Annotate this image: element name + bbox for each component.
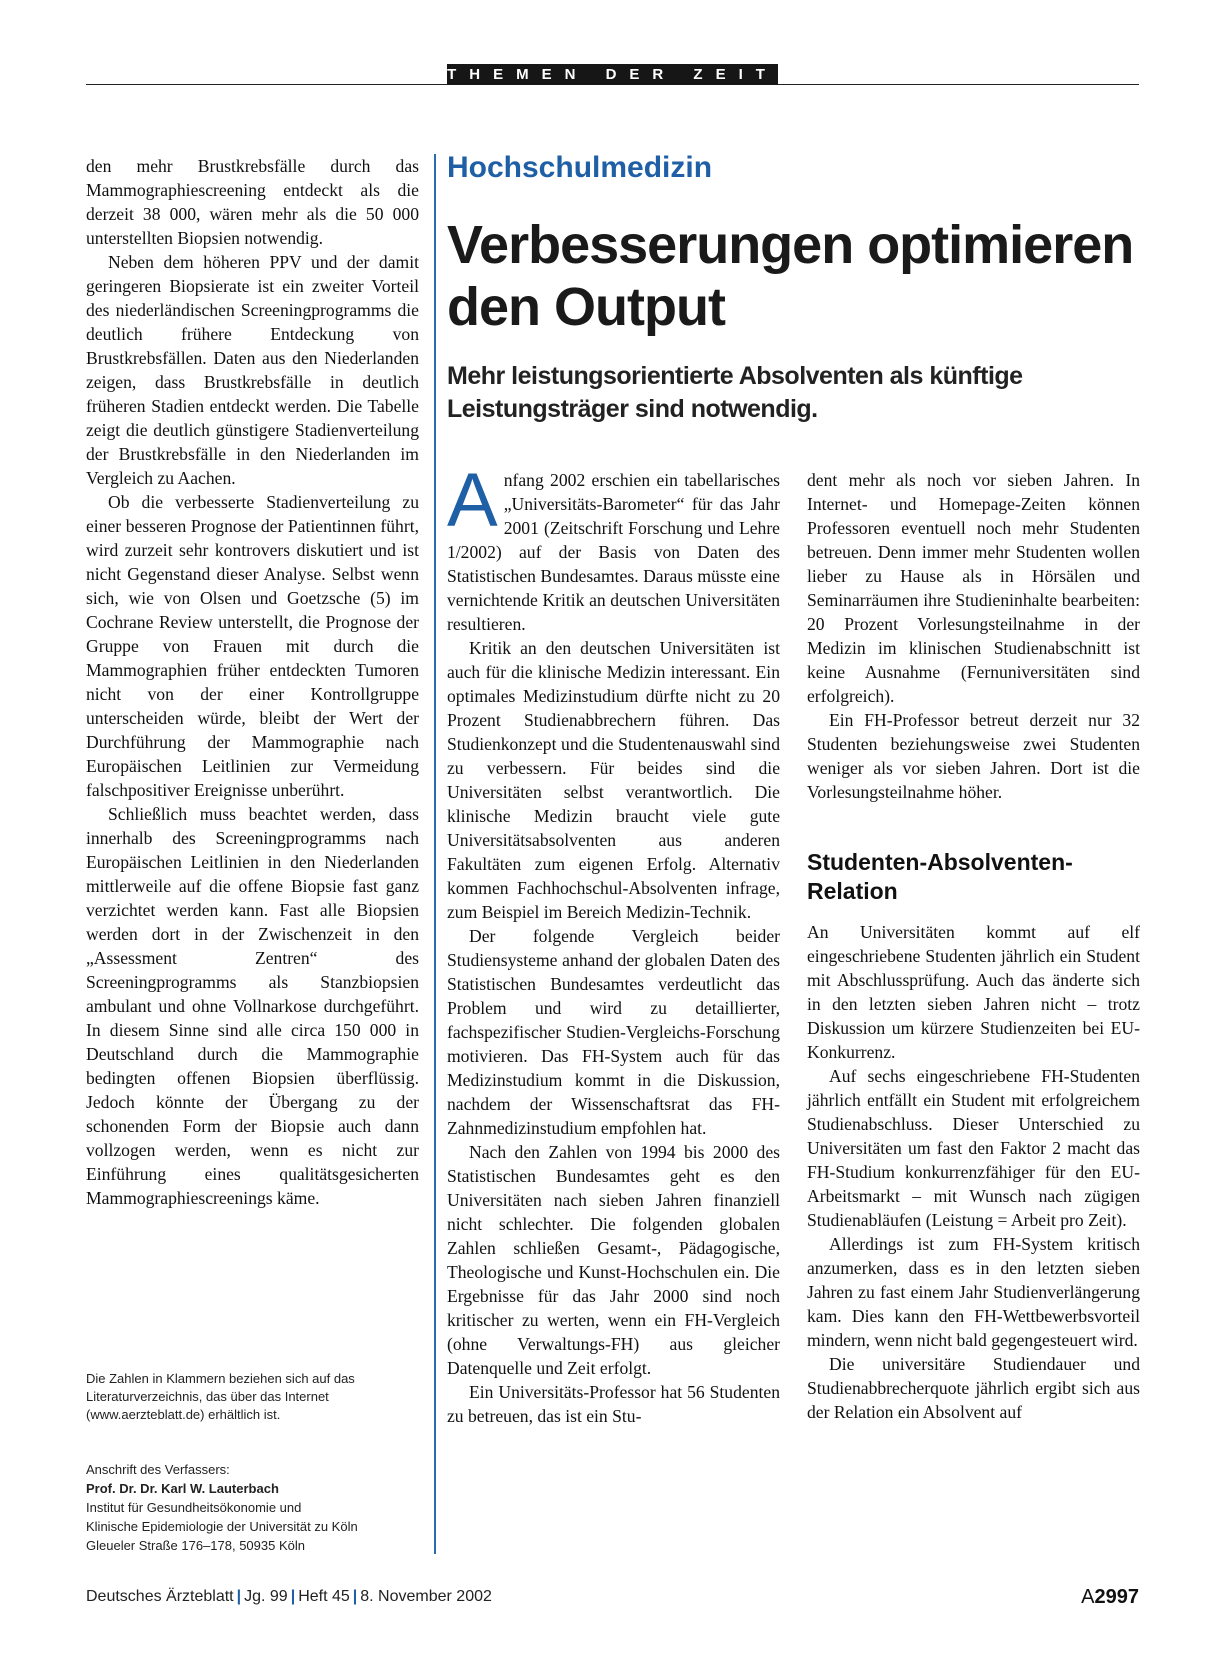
paragraph: Nach den Zahlen von 1994 bis 2000 des Statistischen Bundesamtes geht es den Universitäten nach sieben Jahren finanziell nicht schlechter. Die folgenden globalen Zahlen schließen Gesamt-, Pädagogische, Theologische und Kunst-Hochschulen ein. Die Ergebnisse für das Jahr 2000 sind noch kritischer zu werten, wenn ein FH-Vergleich (ohne Verwaltungs-FH) aus gleicher Datenquelle und Zeit erfolgt. (447, 1142, 780, 1378)
paragraph: An Universitäten kommt auf elf eingeschriebene Studenten jährlich ein Student mit Abschlussprüfung. Auch das änderte sich in den letzten sieben Jahren nicht – trotz Diskussion um kürzere Studienzeiten bei EU-Konkurrenz. (807, 922, 1140, 1062)
paragraph: dent mehr als noch vor sieben Jahren. In Internet- und Homepage-Zeiten können Professoren eventuell noch mehr Studenten betreuen. Denn immer mehr Studenten wollen lieber zu Hause als in Hörsälen und Seminarräumen ihre Studieninhalte bearbeiten: 20 Prozent Vorlesungsteilnahme in der Medizin im klinischen Studienabschnitt ist keine Ausnahme (Fernuniversitäten sind erfolgreich). (807, 470, 1140, 706)
paragraph: Allerdings ist zum FH-System kritisch anzumerken, dass es in den letzten sieben Jahren zu fast einem Jahr Studienverlängerung kam. Dies kann den FH-Wettbewerbsvorteil mindern, wenn nicht bald gegengesteuert wird. (807, 1234, 1140, 1350)
section-tag: THEMEN DER ZEIT (447, 66, 778, 83)
footer-citation: Deutsches Ärzteblatt | Jg. 99 | Heft 45 | 8. November 2002 (86, 1588, 492, 1605)
dropcap: A (447, 458, 498, 543)
paragraph: Ein Universitäts-Professor hat 56 Studenten zu betreuen, das ist ein Stu- (447, 1382, 780, 1426)
lead-paragraph (447, 458, 780, 636)
literature-note (86, 1370, 426, 1424)
page-number (1081, 1586, 1139, 1609)
author-address (86, 1460, 426, 1555)
paragraph: Auf sechs eingeschriebene FH-Studenten jährlich entfällt ein Student mit erfolgreichem Studienabschluss. Dieser Unterschied zu Universitäten um fast den Faktor 2 macht das FH-Studium konkurrenzfähiger für den EU-Arbeitsmarkt – mit Wunsch nach zügigen Studienabläufen (Leistung = Arbeit pro Zeit). (807, 1066, 1140, 1230)
page-number-value: 2997 (1094, 1586, 1139, 1608)
column-divider (434, 154, 436, 1554)
page-prefix: A (1081, 1586, 1095, 1608)
paragraph: Kritik an den deutschen Universitäten ist auch für die klinische Medizin interessant. Ein optimales Medizinstudium dürfte nicht zu 20 Prozent Studienabbrechern führen. Das Studienkonzept und die Studentenauswahl sind zu verbessern. Für beides sind die Universitäten selbst verantwortlich. Die klinische Medizin braucht viele gute Universitätsabsolventen aus anderen Fakultäten zum eigenen Erfolg. Alternativ kommen Fachhochschul-Absolventen infrage, zum Beispiel im Bereich Medizin-Technik. (447, 638, 780, 922)
issue: Heft 45 (298, 1588, 350, 1605)
column-left (86, 154, 419, 1210)
paragraph: Ein FH-Professor betreut derzeit nur 32 Studenten beziehungsweise zwei Studenten weniger als vor sieben Jahren. Dort ist die Vorlesungsteilnahme höher. (807, 710, 1140, 802)
column-right (807, 468, 1140, 1424)
paragraph: Schließlich muss beachtet werden, dass innerhalb des Screeningprogramms nach Europäischen Leitlinien in den Niederlanden mittlerweile auf die offene Biopsie fast ganz verzichtet werden kann. Fast alle Biopsien werden dort in der Zwischenzeit in den „Assessment Zentren“ des Screeningprogramms als Stanzbiopsien ambulant und ohne Vollnarkose durchgeführt. In diesem Sinne sind alle circa 150 000 in Deutschland durch die Mammographie bedingten offenen Biopsien überflüssig. Jedoch könnte der Übergang zu der schonenden Form der Biopsie auch dann vollzogen werden, wenn es nicht zur Einführung eines qualitätsgesicherten Mammographiescreenings käme. (86, 804, 419, 1208)
section-subhead: Studenten-Absolventen-Relation (807, 849, 1073, 904)
paragraph: Neben dem höheren PPV und der damit geringeren Biopsierate ist ein zweiter Vorteil des niederländischen Screeningprogramms die deutlich frühere Entdeckung von Brustkrebsfällen. Daten aus den Niederlanden zeigen, dass Brustkrebsfälle in deutlich früheren Stadien entdeckt werden. Die Tabelle zeigt die deutlich günstigere Stadienverteilung der Brustkrebsfälle in den Niederlanden im Vergleich zu Aachen. (86, 252, 419, 488)
paragraph: Die universitäre Studiendauer und Studienabbrecherquote jährlich ergibt sich aus der Relation ein Absolvent auf (807, 1354, 1140, 1422)
author-name: Prof. Dr. Dr. Karl W. Lauterbach (86, 1481, 279, 1496)
column-middle (447, 458, 780, 1428)
lead-text: nfang 2002 erschien ein tabellarisches „Universitäts-Barometer“ für das Jahr 2001 (Zeitschrift Forschung und Lehre 1/2002) auf der Basis von Daten des Statistischen Bundesamtes. Daraus müsste eine vernichtende Kritik an deutschen Universitäten resultieren. (447, 470, 780, 634)
article-kicker: Hochschulmedizin (447, 151, 713, 184)
paragraph: den mehr Brustkrebsfälle durch das Mammographiescreening entdeckt als die derzeit 38 000, wären mehr als die 50 000 unterstellten Biopsien notwendig. (86, 156, 419, 248)
article-headline: Verbesserungen optimieren den Output (447, 215, 1134, 337)
issue-date: 8. November 2002 (360, 1588, 492, 1605)
institute-line: Klinische Epidemiologie der Universität zu Köln (86, 1519, 358, 1534)
page-footer (86, 1586, 1139, 1610)
institute-line: Institut für Gesundheitsökonomie und (86, 1500, 302, 1515)
literature-note-text: Die Zahlen in Klammern beziehen sich auf das Literaturverzeichnis, das über das Internet (www.aerzteblatt.de) erhältlich ist. (86, 1371, 355, 1422)
address-label: Anschrift des Verfassers: (86, 1462, 230, 1477)
article-subline: Mehr leistungsorientierte Absolventen als künftige Leistungsträger sind notwendig. (447, 362, 1023, 423)
paragraph: Der folgende Vergleich beider Studiensysteme anhand der globalen Daten des Statistischen Bundesamtes verdeutlicht das Problem und wird zu detaillierter, fachspezifischer Studien-Vergleichs-Forschung motivieren. Das FH-System auch für das Medizinstudium kommt in die Diskussion, nachdem der Wissenschaftsrat das FH-Zahnmedizinstudium empfohlen hat. (447, 926, 780, 1138)
street-line: Gleueler Straße 176–178, 50935 Köln (86, 1538, 305, 1553)
paragraph: Ob die verbesserte Stadienverteilung zu einer besseren Prognose der Patientinnen führt, wird zurzeit sehr kontrovers diskutiert und ist nicht Gegenstand dieser Analyse. Selbst wenn sich, wie von Olsen und Goetzsche (5) im Cochrane Review unterstellt, die Prognose der Gruppe von Frauen mit durch die Mammographien früher entdeckten Tumoren nicht von der einer Kontrollgruppe unterscheiden würde, bleibt der Wert der Durchführung der Mammographie nach Europäischen Leitlinien zur Vermeidung falschpositiver Ereignisse unberührt. (86, 492, 419, 800)
journal-name: Deutsches Ärzteblatt (86, 1588, 234, 1605)
volume: Jg. 99 (244, 1588, 288, 1605)
